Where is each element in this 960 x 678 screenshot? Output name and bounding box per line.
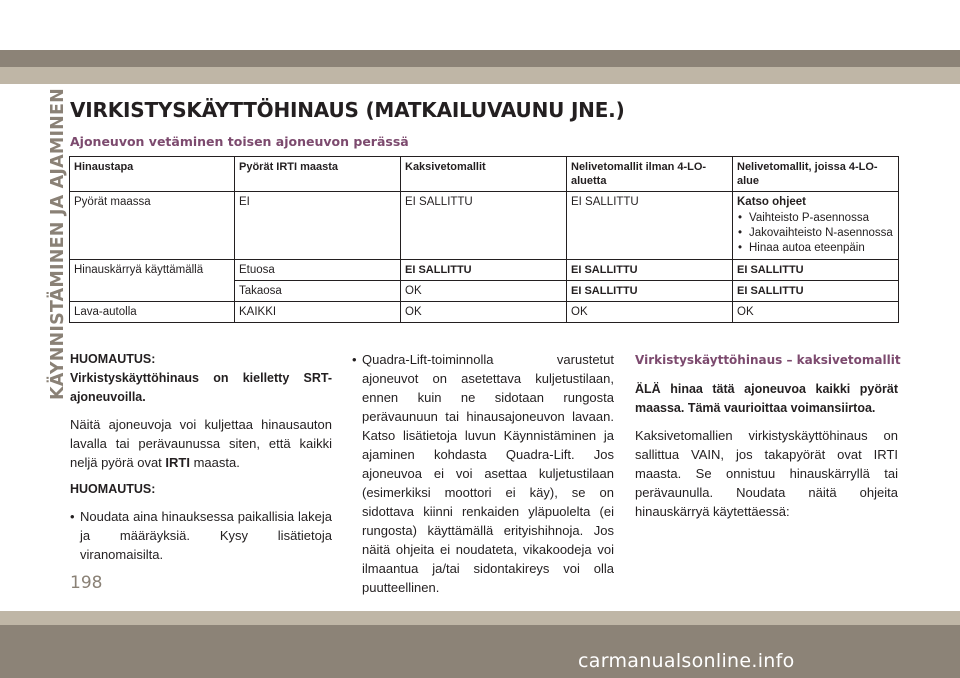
table-cell: Lava-autolla [70,302,235,323]
text-column-2 [352,350,614,597]
table-cell: EI SALLITTU [567,192,733,260]
list-item: • Vaihteisto P-asennossa [737,211,894,225]
header-stripe-dark [0,50,960,67]
paragraph-text: maasta. [189,455,240,470]
page-title: VIRKISTYSKÄYTTÖHINAUS (MATKAILUVAUNU JNE.) [70,98,625,122]
table-row [70,260,899,281]
conditions-list [737,211,894,255]
table-cell [733,192,899,260]
table-header-cell: Nelivetomallit, joissa 4-LO-alue [733,157,899,192]
table-header-cell: Kaksivetomallit [401,157,567,192]
bullet-item: • Noudata aina hinauksessa paikallisia lakeja ja määräyksiä. Kysy lisätietoja viranomaisilta. [70,507,332,564]
page-number: 198 [70,573,103,593]
table-cell: Pyörät maassa [70,192,235,260]
table-header-row [70,157,899,192]
table-header-cell: Pyörät IRTI maasta [235,157,401,192]
table-header-cell: Nelivetomallit ilman 4-LO-aluetta [567,157,733,192]
table-cell: EI SALLITTU [567,281,733,302]
table-cell: OK [733,302,899,323]
paragraph: Kaksivetomallien virkistyskäyttöhinaus on sallittua VAIN, jos takapyörät ovat IRTI maasta. Se onnistuu hinauskärryllä tai perävaunulla. Noudata näitä ohjeita hinauskärryä käytettäessä: [635,428,898,519]
table-cell: OK [401,281,567,302]
text-column-3 [635,350,901,521]
footer-stripe-light [0,611,960,625]
table-row [70,192,899,260]
text-column-1 [70,350,332,564]
footer-stripe-dark [0,625,960,678]
towing-table [69,156,899,323]
bullet-item: • Quadra-Lift-toiminnolla varustetut ajoneuvot on asetettava kuljetustilaan, ennen kuin ne sidotaan rungosta perävaunuun tai hinausajoneuvon lavaan. Katso lisätietoja luvun Käynnistäminen ja ajaminen kohdasta Quadra-Lift. Jos ajoneuvoa ei voi asettaa kuljetustilaan (esimerkiksi moottori ei käy), se on sidottava kiinni renkaiden yläpuolelta (ei rungosta) käyttämällä erityishihnoja. Jos näitä ohjeita ei noudateta, vikakoodeja voi ilmaantua ja/tai sidontakireys voi olla puutteellinen. [352,350,614,597]
section-subtitle: Ajoneuvon vetäminen toisen ajoneuvon perässä [70,134,409,149]
table-row [70,302,899,323]
conditions-title: Katso ohjeet [737,196,807,208]
section-heading: Virkistyskäyttöhinaus – kaksivetomallit [635,353,901,367]
top-margin [0,0,960,44]
header-stripe-light [0,67,960,84]
table-cell: EI SALLITTU [733,281,899,302]
paragraph-text: Näitä ajoneuvoja voi kuljettaa hinausauton lavalla tai perävaunussa siten, että kaikki neljä pyörä ovat [70,417,332,470]
table-cell: EI SALLITTU [567,260,733,281]
chapter-side-tab [26,87,68,400]
paragraph-emphasis: IRTI [165,455,190,470]
table-cell: EI SALLITTU [401,192,567,260]
table-cell: OK [567,302,733,323]
table-cell: EI SALLITTU [401,260,567,281]
chapter-side-tab-label: KÄYNNISTÄMINEN JA AJAMINEN [48,87,68,400]
table-cell: EI [235,192,401,260]
watermark: carmanualsonline.info [578,650,795,672]
note-heading: HUOMAUTUS: [70,352,156,366]
table-cell: Takaosa [235,281,401,302]
table-cell: Etuosa [235,260,401,281]
paragraph [70,415,332,472]
warning-text: ÄLÄ hinaa tätä ajoneuvoa kaikki pyörät maassa. Tämä vaurioittaa voimansiirtoa. [635,382,898,415]
table-cell: KAIKKI [235,302,401,323]
list-item: • Hinaa autoa eteenpäin [737,241,894,255]
table-cell: OK [401,302,567,323]
table-header-cell: Hinaustapa [70,157,235,192]
list-item: • Jakovaihteisto N-asennossa [737,226,894,240]
note-text: Virkistyskäyttöhinaus on kielletty SRT-ajoneuvoilla. [70,371,332,404]
table-cell: Hinauskärryä käyttämällä [70,260,235,302]
table-cell: EI SALLITTU [733,260,899,281]
note-heading: HUOMAUTUS: [70,482,156,496]
